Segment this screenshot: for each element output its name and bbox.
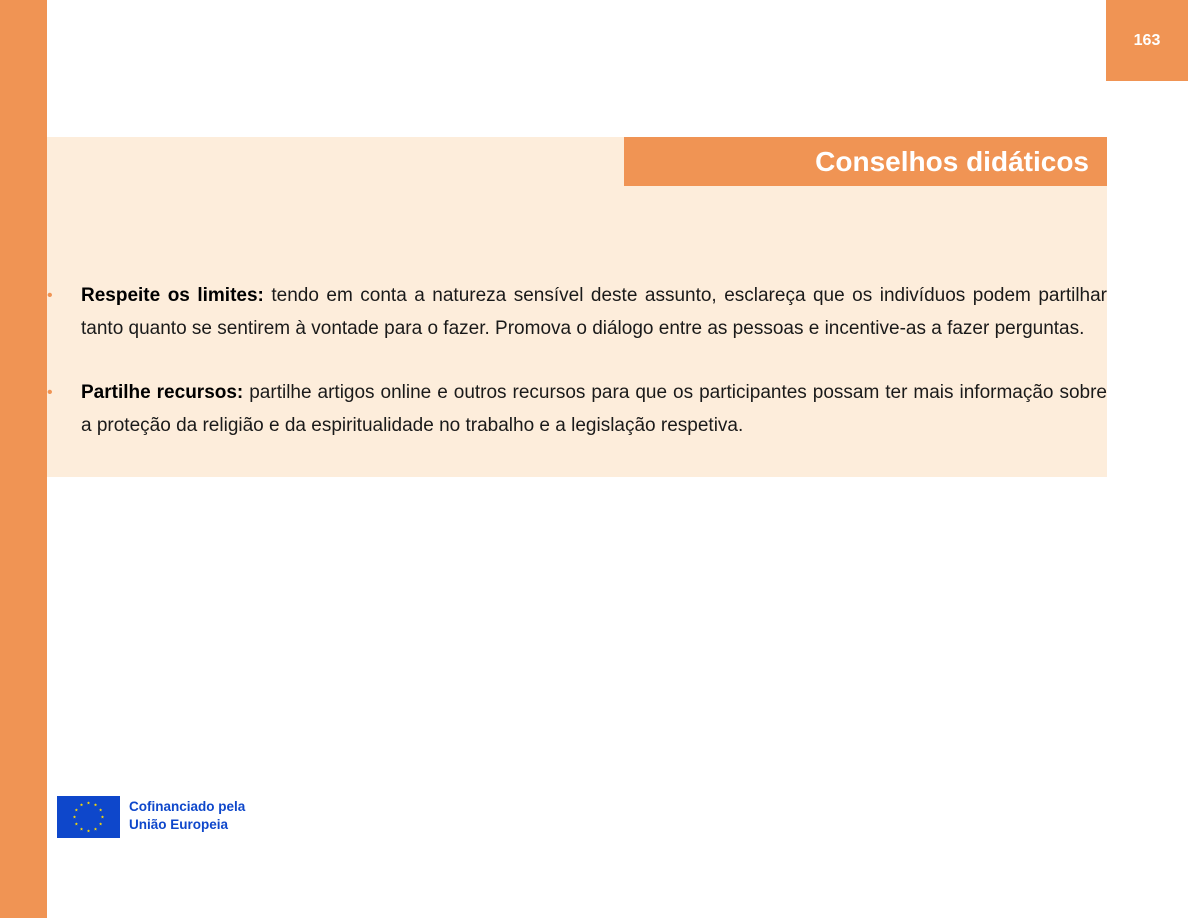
bullet-text: tendo em conta a natureza sensível deste assunto, esclareça que os indivíduos podem partilhar tanto quanto se sentirem à vontade para o fazer. Promova o diálogo entre as pessoas e incentive-as a fazer perguntas. (81, 285, 1107, 339)
bullet-heading: Respeite os limites: (81, 285, 264, 306)
section-title: Conselhos didáticos (815, 145, 1089, 177)
left-accent-bar (0, 0, 47, 918)
page-number-badge (1106, 0, 1188, 81)
page-number: 163 (1133, 31, 1161, 49)
tips-list (47, 280, 1107, 442)
section-title-bar (624, 137, 1107, 186)
bullet-heading: Partilhe recursos: (81, 382, 244, 403)
list-item (47, 280, 1107, 345)
eu-label-line-2: União Europeia (129, 817, 229, 832)
eu-label-line-1: Cofinanciado pela (129, 799, 246, 814)
bullet-text: partilhe artigos online e outros recursos para que os participantes possam ter mais informação sobre a proteção da religião e da espiritualidade no trabalho e a legislação respetiva. (81, 382, 1107, 436)
bullet-icon: • (47, 287, 53, 304)
eu-flag-icon (57, 796, 120, 838)
bullet-icon: • (47, 384, 53, 401)
list-item (47, 377, 1107, 442)
eu-cofunding-label (129, 798, 245, 834)
